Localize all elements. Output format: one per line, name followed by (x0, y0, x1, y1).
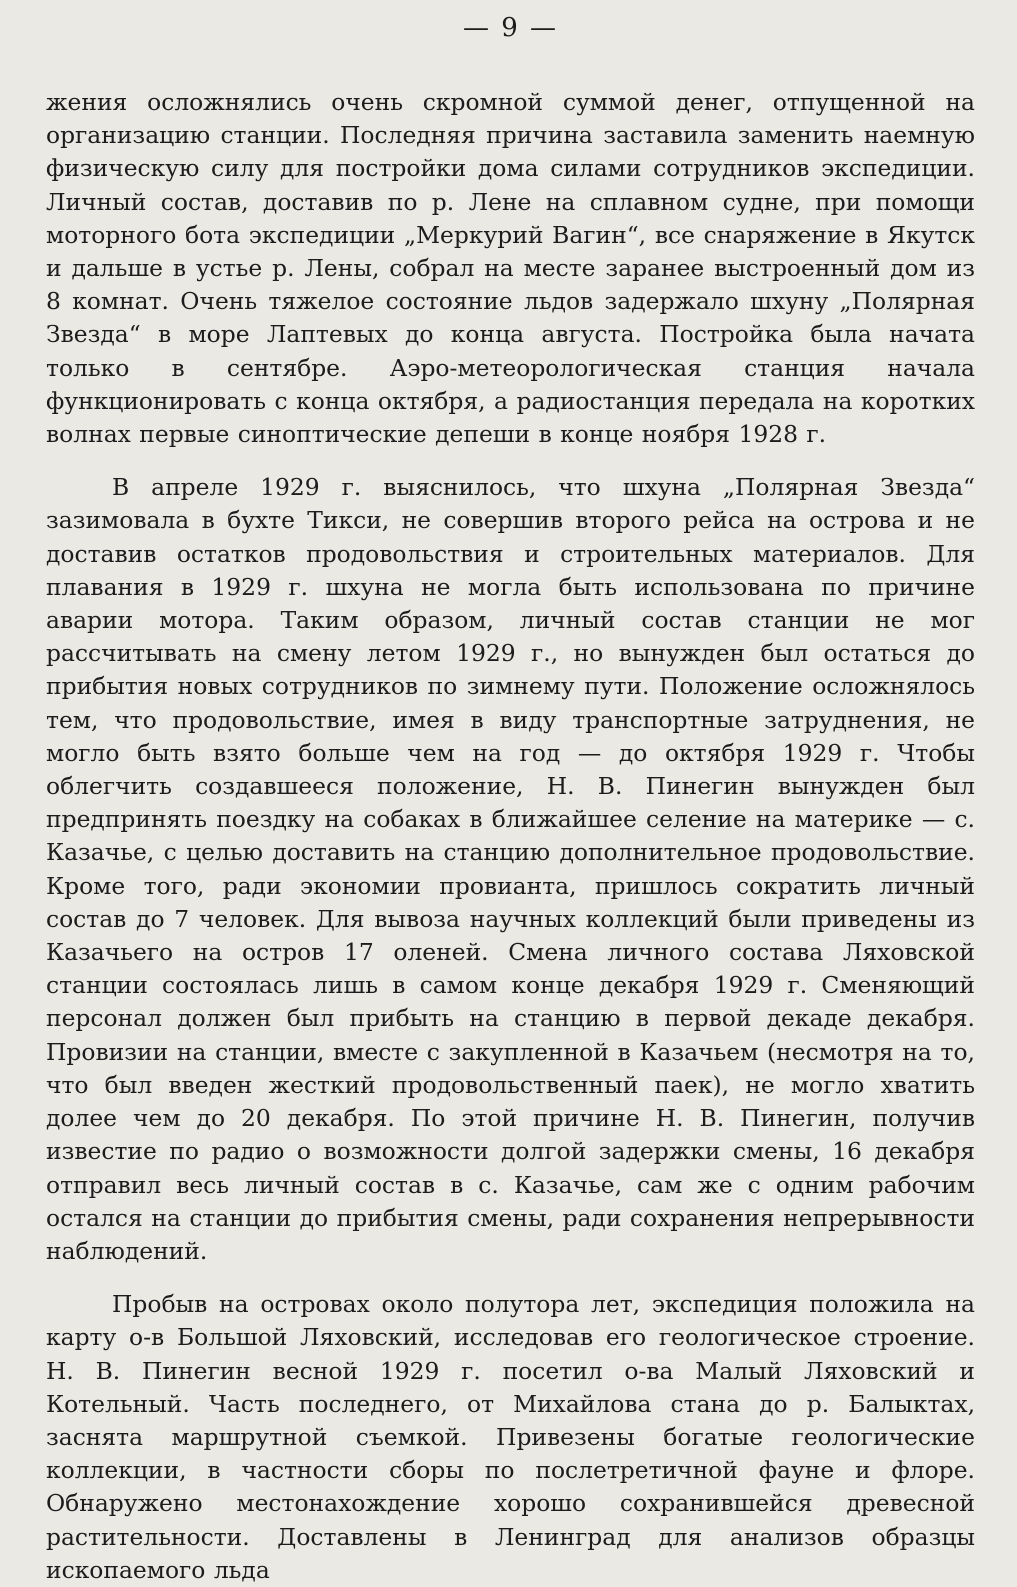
page-number: — 9 — (462, 13, 559, 43)
paragraph-2: В апреле 1929 г. выяснилось, что шхуна „Полярная Звезда“ зазимовала в бухте Тикси, не совершив второго рейса на острова и не доставив остатков продовольствия и строительных материалов. Для плавания в 1929 г. шхуна не могла быть использована по причине аварии мотора. Таким образом, личный состав станции не мог рассчитывать на смену летом 1929 г., но вынужден был остаться до прибытия новых сотрудников по зимнему пути. Положение осложнялось тем, что продовольствие, имея в виду транспортные затруднения, не могло быть взято больше чем на год — до октября 1929 г. Чтобы облегчить создавшееся положение, Н. В. Пинегин вынужден был предпринять поездку на собаках в ближайшее селение на материке — с. Казачье, с целью доставить на станцию дополнительное продовольствие. Кроме того, ради экономии провианта, пришлось сократить личный состав до 7 человек. Для вывоза научных коллекций были приведены из Казачьего на остров 17 оленей. Смена личного состава Ляховской станции состоялась лишь в самом конце декабря 1929 г. Сменяющий персонал должен был прибыть на станцию в первой декаде декабря. Провизии на станции, вместе с закупленной в Казачьем (несмотря на то, что был введен жесткий продовольственный паек), не могло хватить долее чем до 20 декабря. По этой причине Н. В. Пинегин, получив известие по радио о возможности долгой задержки смены, 16 декабря отправил весь личный состав в с. Казачье, сам же с одним рабочим остался на станции до прибытия смены, ради сохранения непрерывности наблюдений. (46, 473, 975, 1265)
paragraph-1: жения осложнялись очень скромной суммой денег, отпущенной на организацию станции. Последняя причина заставила заменить наемную физическую силу для постройки дома силами сотрудников экспедиции. Личный состав, доставив по р. Лене на сплавном судне, при помощи моторного бота экспедиции „Меркурий Вагин“, все снаряжение в Якутск и дальше в устье р. Лены, собрал на месте заранее выстроенный дом из 8 комнат. Очень тяжелое состояние льдов задержало шхуну „Полярная Звезда“ в море Лаптевых до конца августа. Постройка была начата только в сентябре. Аэро-метеорологическая станция начала функционировать с конца октября, а радиостанция передала на коротких волнах первые синоптические депеши в конце ноября 1928 г. (46, 88, 975, 449)
paragraph-3: Пробыв на островах около полутора лет, экспедиция положила на карту о-в Большой Ляховский, исследовав его геологическое строение. Н. В. Пинегин весной 1929 г. посетил о-ва Малый Ляховский и Котельный. Часть последнего, от Михайлова стана до р. Балыктах, заснята маршрутной съемкой. Привезены богатые геологические коллекции, в частности сборы по послетретичной фауне и флоре. Обнаружено местонахождение хорошо сохранившейся древесной растительности. Доставлены в Ленинград для анализов образцы ископаемого льда (46, 1290, 975, 1584)
